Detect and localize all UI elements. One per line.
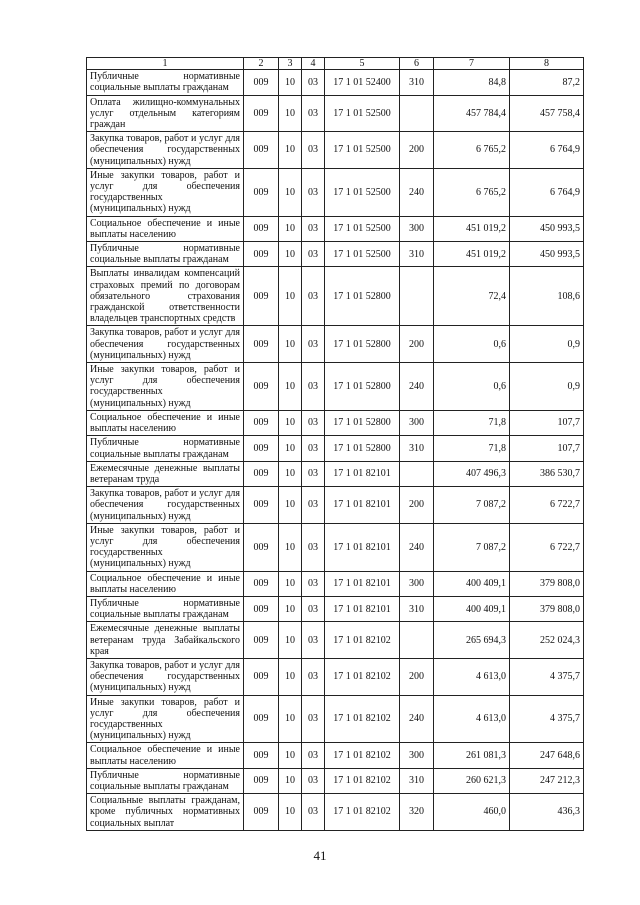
amount-year2-cell: 0,9 (510, 326, 584, 363)
item-name-cell: Социальное обеспечение и иные выплаты населению (87, 571, 244, 596)
item-name-cell: Социальное обеспечение и иные выплаты населению (87, 410, 244, 435)
target-article-cell: 17 1 01 52500 (325, 216, 400, 241)
ministry-code-cell: 009 (244, 70, 279, 95)
column-number: 4 (302, 58, 325, 70)
section-cell: 10 (279, 571, 302, 596)
subsection-cell: 03 (302, 794, 325, 831)
ministry-code-cell: 009 (244, 410, 279, 435)
item-name-cell: Публичные нормативные социальные выплаты гражданам (87, 70, 244, 95)
table-row (87, 410, 584, 435)
target-article-cell: 17 1 01 52800 (325, 326, 400, 363)
amount-year1-cell: 451 019,2 (434, 216, 510, 241)
target-article-cell: 17 1 01 82101 (325, 461, 400, 486)
item-name-cell: Публичные нормативные социальные выплаты гражданам (87, 436, 244, 461)
subsection-cell: 03 (302, 743, 325, 768)
ministry-code-cell: 009 (244, 487, 279, 524)
amount-year1-cell: 265 694,3 (434, 622, 510, 659)
target-article-cell: 17 1 01 82101 (325, 487, 400, 524)
expense-type-cell: 310 (400, 768, 434, 793)
column-number: 6 (400, 58, 434, 70)
ministry-code-cell: 009 (244, 743, 279, 768)
amount-year2-cell: 252 024,3 (510, 622, 584, 659)
item-name-cell: Закупка товаров, работ и услуг для обеспечения государственных (муниципальных) нужд (87, 326, 244, 363)
amount-year2-cell: 4 375,7 (510, 658, 584, 695)
subsection-cell: 03 (302, 571, 325, 596)
table-row (87, 571, 584, 596)
table-row (87, 95, 584, 132)
section-cell: 10 (279, 622, 302, 659)
target-article-cell: 17 1 01 52800 (325, 410, 400, 435)
table-row (87, 242, 584, 267)
section-cell: 10 (279, 743, 302, 768)
amount-year1-cell: 71,8 (434, 436, 510, 461)
expense-type-cell: 200 (400, 132, 434, 169)
table-row (87, 461, 584, 486)
budget-table (86, 57, 584, 831)
subsection-cell: 03 (302, 132, 325, 169)
amount-year1-cell: 460,0 (434, 794, 510, 831)
subsection-cell: 03 (302, 242, 325, 267)
ministry-code-cell: 009 (244, 132, 279, 169)
item-name-cell: Закупка товаров, работ и услуг для обеспечения государственных (муниципальных) нужд (87, 132, 244, 169)
subsection-cell: 03 (302, 622, 325, 659)
table-row (87, 168, 584, 216)
table-header-row (87, 58, 584, 70)
expense-type-cell: 300 (400, 216, 434, 241)
ministry-code-cell: 009 (244, 768, 279, 793)
amount-year1-cell: 4 613,0 (434, 658, 510, 695)
amount-year2-cell: 247 212,3 (510, 768, 584, 793)
column-number: 5 (325, 58, 400, 70)
section-cell: 10 (279, 794, 302, 831)
table-row (87, 743, 584, 768)
amount-year1-cell: 261 081,3 (434, 743, 510, 768)
amount-year2-cell: 107,7 (510, 436, 584, 461)
subsection-cell: 03 (302, 326, 325, 363)
subsection-cell: 03 (302, 695, 325, 743)
amount-year1-cell: 260 621,3 (434, 768, 510, 793)
subsection-cell: 03 (302, 768, 325, 793)
section-cell: 10 (279, 436, 302, 461)
expense-type-cell: 200 (400, 487, 434, 524)
section-cell: 10 (279, 695, 302, 743)
target-article-cell: 17 1 01 52500 (325, 242, 400, 267)
expense-type-cell: 310 (400, 70, 434, 95)
ministry-code-cell: 009 (244, 267, 279, 326)
table-row (87, 70, 584, 95)
item-name-cell: Оплата жилищно-коммунальных услуг отдельным категориям граждан (87, 95, 244, 132)
target-article-cell: 17 1 01 52500 (325, 132, 400, 169)
item-name-cell: Закупка товаров, работ и услуг для обеспечения государственных (муниципальных) нужд (87, 658, 244, 695)
section-cell: 10 (279, 363, 302, 411)
amount-year2-cell: 6 764,9 (510, 132, 584, 169)
subsection-cell: 03 (302, 216, 325, 241)
target-article-cell: 17 1 01 82102 (325, 695, 400, 743)
ministry-code-cell: 009 (244, 658, 279, 695)
expense-type-cell: 240 (400, 363, 434, 411)
amount-year2-cell: 379 808,0 (510, 571, 584, 596)
expense-type-cell: 320 (400, 794, 434, 831)
amount-year2-cell: 379 808,0 (510, 596, 584, 621)
section-cell: 10 (279, 267, 302, 326)
expense-type-cell: 300 (400, 571, 434, 596)
section-cell: 10 (279, 95, 302, 132)
section-cell: 10 (279, 326, 302, 363)
target-article-cell: 17 1 01 82102 (325, 768, 400, 793)
target-article-cell: 17 1 01 52800 (325, 267, 400, 326)
target-article-cell: 17 1 01 52500 (325, 168, 400, 216)
subsection-cell: 03 (302, 523, 325, 571)
table-row (87, 794, 584, 831)
subsection-cell: 03 (302, 168, 325, 216)
amount-year2-cell: 386 530,7 (510, 461, 584, 486)
expense-type-cell: 300 (400, 410, 434, 435)
page-number: 41 (313, 848, 327, 863)
amount-year2-cell: 6 764,9 (510, 168, 584, 216)
expense-type-cell: 300 (400, 743, 434, 768)
section-cell: 10 (279, 70, 302, 95)
table-row (87, 132, 584, 169)
section-cell: 10 (279, 242, 302, 267)
amount-year1-cell: 457 784,4 (434, 95, 510, 132)
item-name-cell: Иные закупки товаров, работ и услуг для обеспечения государственных (муниципальных) нужд (87, 363, 244, 411)
amount-year1-cell: 451 019,2 (434, 242, 510, 267)
amount-year1-cell: 0,6 (434, 326, 510, 363)
expense-type-cell: 310 (400, 436, 434, 461)
section-cell: 10 (279, 487, 302, 524)
subsection-cell: 03 (302, 70, 325, 95)
amount-year2-cell: 436,3 (510, 794, 584, 831)
amount-year1-cell: 71,8 (434, 410, 510, 435)
expense-type-cell (400, 95, 434, 132)
target-article-cell: 17 1 01 52500 (325, 95, 400, 132)
ministry-code-cell: 009 (244, 571, 279, 596)
table-body (87, 58, 584, 831)
target-article-cell: 17 1 01 82102 (325, 622, 400, 659)
ministry-code-cell: 009 (244, 523, 279, 571)
target-article-cell: 17 1 01 82101 (325, 523, 400, 571)
subsection-cell: 03 (302, 487, 325, 524)
item-name-cell: Выплаты инвалидам компенсаций страховых премий по договорам обязательного страхования гражданской ответственности владельцев транспортных средств (87, 267, 244, 326)
column-number: 2 (244, 58, 279, 70)
ministry-code-cell: 009 (244, 363, 279, 411)
amount-year2-cell: 247 648,6 (510, 743, 584, 768)
amount-year2-cell: 108,6 (510, 267, 584, 326)
item-name-cell: Иные закупки товаров, работ и услуг для обеспечения государственных (муниципальных) нужд (87, 523, 244, 571)
amount-year1-cell: 400 409,1 (434, 571, 510, 596)
ministry-code-cell: 009 (244, 695, 279, 743)
column-number: 1 (87, 58, 244, 70)
item-name-cell: Социальные выплаты гражданам, кроме публичных нормативных социальных выплат (87, 794, 244, 831)
expense-type-cell (400, 622, 434, 659)
expense-type-cell (400, 267, 434, 326)
table-row (87, 267, 584, 326)
section-cell: 10 (279, 523, 302, 571)
amount-year1-cell: 400 409,1 (434, 596, 510, 621)
expense-type-cell (400, 461, 434, 486)
target-article-cell: 17 1 01 82102 (325, 658, 400, 695)
expense-type-cell: 310 (400, 242, 434, 267)
item-name-cell: Публичные нормативные социальные выплаты гражданам (87, 596, 244, 621)
amount-year2-cell: 87,2 (510, 70, 584, 95)
ministry-code-cell: 009 (244, 326, 279, 363)
amount-year1-cell: 7 087,2 (434, 523, 510, 571)
item-name-cell: Ежемесячные денежные выплаты ветеранам труда Забайкальского края (87, 622, 244, 659)
table-row (87, 216, 584, 241)
section-cell: 10 (279, 410, 302, 435)
table-row (87, 622, 584, 659)
ministry-code-cell: 009 (244, 242, 279, 267)
ministry-code-cell: 009 (244, 596, 279, 621)
subsection-cell: 03 (302, 436, 325, 461)
subsection-cell: 03 (302, 658, 325, 695)
section-cell: 10 (279, 168, 302, 216)
ministry-code-cell: 009 (244, 436, 279, 461)
item-name-cell: Иные закупки товаров, работ и услуг для обеспечения государственных (муниципальных) нужд (87, 695, 244, 743)
table-row (87, 487, 584, 524)
column-number: 3 (279, 58, 302, 70)
subsection-cell: 03 (302, 363, 325, 411)
subsection-cell: 03 (302, 410, 325, 435)
item-name-cell: Ежемесячные денежные выплаты ветеранам труда (87, 461, 244, 486)
amount-year1-cell: 84,8 (434, 70, 510, 95)
amount-year2-cell: 457 758,4 (510, 95, 584, 132)
section-cell: 10 (279, 132, 302, 169)
column-number: 8 (510, 58, 584, 70)
amount-year1-cell: 7 087,2 (434, 487, 510, 524)
amount-year2-cell: 0,9 (510, 363, 584, 411)
amount-year1-cell: 0,6 (434, 363, 510, 411)
ministry-code-cell: 009 (244, 622, 279, 659)
subsection-cell: 03 (302, 596, 325, 621)
amount-year2-cell: 6 722,7 (510, 487, 584, 524)
table-row (87, 363, 584, 411)
ministry-code-cell: 009 (244, 95, 279, 132)
target-article-cell: 17 1 01 82102 (325, 743, 400, 768)
table-row (87, 326, 584, 363)
ministry-code-cell: 009 (244, 794, 279, 831)
target-article-cell: 17 1 01 82101 (325, 596, 400, 621)
expense-type-cell: 240 (400, 523, 434, 571)
target-article-cell: 17 1 01 52800 (325, 436, 400, 461)
target-article-cell: 17 1 01 82101 (325, 571, 400, 596)
amount-year1-cell: 6 765,2 (434, 168, 510, 216)
column-number: 7 (434, 58, 510, 70)
table-row (87, 695, 584, 743)
ministry-code-cell: 009 (244, 168, 279, 216)
section-cell: 10 (279, 658, 302, 695)
item-name-cell: Закупка товаров, работ и услуг для обеспечения государственных (муниципальных) нужд (87, 487, 244, 524)
ministry-code-cell: 009 (244, 216, 279, 241)
amount-year2-cell: 450 993,5 (510, 242, 584, 267)
item-name-cell: Публичные нормативные социальные выплаты гражданам (87, 242, 244, 267)
amount-year2-cell: 4 375,7 (510, 695, 584, 743)
item-name-cell: Социальное обеспечение и иные выплаты населению (87, 743, 244, 768)
target-article-cell: 17 1 01 82102 (325, 794, 400, 831)
amount-year2-cell: 107,7 (510, 410, 584, 435)
section-cell: 10 (279, 768, 302, 793)
subsection-cell: 03 (302, 267, 325, 326)
amount-year1-cell: 4 613,0 (434, 695, 510, 743)
item-name-cell: Публичные нормативные социальные выплаты гражданам (87, 768, 244, 793)
expense-type-cell: 240 (400, 168, 434, 216)
expense-type-cell: 200 (400, 326, 434, 363)
expense-type-cell: 200 (400, 658, 434, 695)
item-name-cell: Иные закупки товаров, работ и услуг для обеспечения государственных (муниципальных) нужд (87, 168, 244, 216)
target-article-cell: 17 1 01 52800 (325, 363, 400, 411)
table-row (87, 658, 584, 695)
section-cell: 10 (279, 596, 302, 621)
ministry-code-cell: 009 (244, 461, 279, 486)
amount-year1-cell: 407 496,3 (434, 461, 510, 486)
amount-year2-cell: 450 993,5 (510, 216, 584, 241)
target-article-cell: 17 1 01 52400 (325, 70, 400, 95)
item-name-cell: Социальное обеспечение и иные выплаты населению (87, 216, 244, 241)
expense-type-cell: 240 (400, 695, 434, 743)
section-cell: 10 (279, 461, 302, 486)
amount-year1-cell: 72,4 (434, 267, 510, 326)
table-row (87, 768, 584, 793)
subsection-cell: 03 (302, 95, 325, 132)
expense-type-cell: 310 (400, 596, 434, 621)
amount-year2-cell: 6 722,7 (510, 523, 584, 571)
table-row (87, 523, 584, 571)
table-row (87, 596, 584, 621)
amount-year1-cell: 6 765,2 (434, 132, 510, 169)
subsection-cell: 03 (302, 461, 325, 486)
table-row (87, 436, 584, 461)
section-cell: 10 (279, 216, 302, 241)
